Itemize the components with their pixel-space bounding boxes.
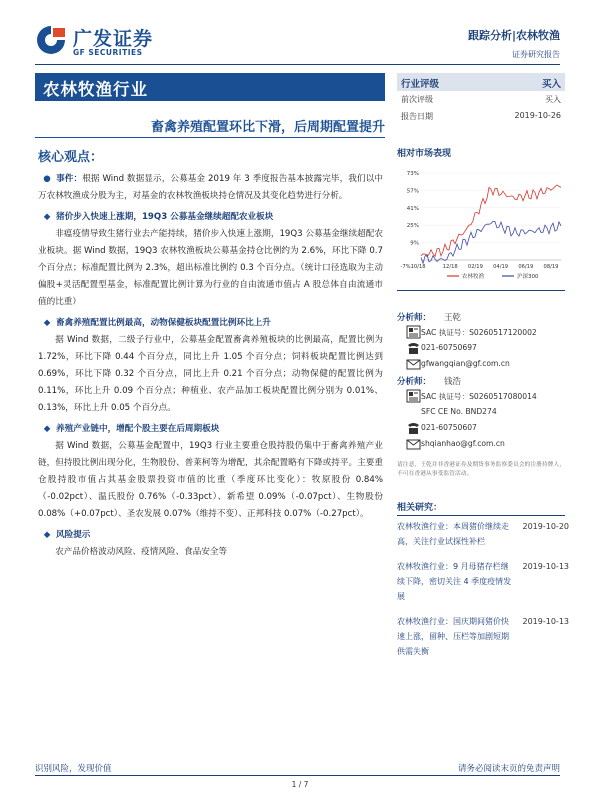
triangle-bullet-icon: ◆ bbox=[43, 530, 51, 540]
analyst-label: 分析师： bbox=[397, 313, 432, 323]
related-research-title: 相关研究： bbox=[397, 500, 565, 516]
triangle-bullet-icon: ◆ bbox=[43, 424, 51, 434]
event-text: 根据 Wind 数据显示，公募基金 2019 年 3 季度报告基本披露完毕，我们以中万农林牧渔成分股为主，对基金的农林牧渔板块持仓情况及其变化趋势进行分析。 bbox=[38, 174, 383, 201]
date-value: 2019-10-26 bbox=[514, 111, 561, 120]
series-line bbox=[421, 221, 561, 263]
paragraph-text: 非瘟疫情导致生猪行业去产能持续，猪价步入快速上涨期，19Q3 公募基金继续超配农业板块。据 Wind 数据，19Q3 农林牧渔板块公募基金持仓比例约为 2.6%，环比下降 0.7 个百分点；标准配置比例为 2.3%，超出标准比例约 0.3 个百分点。（统计口径选取为主动偏股+灵活配置型基金，标准配置比例计算为行业的自由流通市值占 A 股总体自由流通市值的比重） bbox=[38, 229, 383, 307]
triangle-bullet-icon: ◆ bbox=[43, 318, 51, 328]
company-logo bbox=[35, 22, 160, 62]
section-heading-text: 风险提示 bbox=[56, 530, 91, 540]
y-tick-label: 73% bbox=[406, 171, 419, 177]
analyst-email[interactable]: shqianhao@gf.com.cn bbox=[421, 439, 505, 448]
related-item[interactable] bbox=[397, 519, 569, 549]
rating-date-row bbox=[397, 108, 565, 125]
related-item-title[interactable]: 农林牧渔行业：本周猪价继续走高，关注行业试探性补栏 bbox=[397, 522, 509, 546]
bullet-icon: ● bbox=[43, 174, 51, 184]
report-header bbox=[468, 27, 560, 60]
analyst-section bbox=[397, 309, 572, 453]
rating-header bbox=[397, 73, 565, 91]
section-heading bbox=[38, 209, 383, 226]
rating-label: 行业评级 bbox=[401, 79, 440, 90]
section-heading-text: 猪价步入快速上涨期，19Q3 公募基金继续超配农业板块 bbox=[56, 212, 274, 222]
x-tick-label: 06/19 bbox=[518, 264, 534, 270]
email-icon bbox=[406, 357, 421, 371]
section-heading-text: 养殖产业链中，增配个股主要在后周期板块 bbox=[56, 424, 220, 434]
report-subtitle: 证券研究报告 bbox=[512, 50, 560, 59]
chart-title: 相对市场表现 bbox=[397, 149, 452, 159]
x-tick-label: 12/18 bbox=[442, 264, 458, 270]
related-item-date: 2019-10-13 bbox=[522, 617, 569, 626]
rating-value: 买入 bbox=[541, 79, 561, 90]
y-tick-label: 25% bbox=[406, 223, 419, 230]
footer-slogan: 识别风险，发现价值 bbox=[35, 764, 112, 774]
disclaimer-note: 请注意，王乾并非香港证券及期货事务监察委员会的注册持牌人，不可在香港从事受监管活动。 bbox=[397, 462, 566, 477]
paragraph-text: 据 Wind 数据，公募基金配置中，19Q3 行业主要重仓股持股仍集中于畜禽养殖产业链，但持股比例出现分化，生物股份、普莱柯等为增配，其余配置略有下降或持平。主要重仓股持股市值占其基金股票投资市值的比重（季度环比变化）：牧原股份 0.84%（-0.02pct）、温氏股份 0.76%（-0.33pct）、新希望 0.09%（-0.07pct）、生物股份 0.08%（+0.07pct）、圣农发展 0.07%（维持不变）、正邦科技 0.07%（-0.27pct）。 bbox=[38, 441, 383, 519]
section-heading bbox=[38, 315, 383, 332]
logo-en-text: GF SECURITIES bbox=[73, 48, 143, 57]
analyst-name: 王乾 bbox=[444, 313, 462, 323]
core-points-title: 核心观点： bbox=[38, 150, 104, 165]
x-tick-label: 04/19 bbox=[493, 264, 509, 270]
related-item-date: 2019-10-13 bbox=[522, 562, 569, 571]
related-item-date: 2019-10-20 bbox=[522, 522, 569, 531]
related-research-list bbox=[397, 519, 569, 669]
sector-banner bbox=[35, 73, 385, 101]
x-tick-label: -7%10/18 bbox=[400, 264, 426, 270]
page-number: 1 / 7 bbox=[291, 780, 309, 789]
analyst-label: 分析师： bbox=[397, 377, 432, 387]
report-type: 跟踪分析|农林牧渔 bbox=[467, 29, 560, 42]
phone-icon bbox=[406, 421, 421, 435]
section-heading bbox=[38, 527, 383, 544]
paragraph-text: 农产品价格波动风险、疫情风险、食品安全等 bbox=[55, 547, 228, 557]
chart-divider bbox=[397, 290, 565, 291]
paragraph-text: 据 Wind 数据，二级子行业中，公募基金配置畜禽养殖板块的比例最高，配置比例为 1.72%，环比下降 0.44 个百分点，同比上升 1.05 个百分点；饲料板块配置比例达到 0.69%，环比下降 0.32 个百分点，同比上升 0.21 个百分点；动物保健的配置比例为 0.11%，环比上升 0.09 个百分点；种植业、农产品加工板块配置比例分别为 0.01%、0.13%，环比上升 0.05 个百分点。 bbox=[38, 335, 383, 413]
analyst-phone: 021-60750697 bbox=[421, 343, 477, 352]
email-icon bbox=[406, 437, 421, 451]
triangle-bullet-icon: ◆ bbox=[43, 212, 51, 222]
related-item[interactable] bbox=[397, 559, 569, 604]
footer-disclaimer: 请务必阅读末页的免责声明 bbox=[457, 764, 560, 774]
analyst-cert: SAC 执证号：S0260517080014 bbox=[421, 392, 537, 401]
rating-box bbox=[397, 73, 565, 125]
report-headline: 畜禽养殖配置环比下滑，后周期配置提升 bbox=[150, 120, 385, 135]
x-tick-label: 02/19 bbox=[467, 264, 483, 270]
y-tick-label: 41% bbox=[406, 205, 419, 212]
related-item[interactable] bbox=[397, 614, 569, 659]
prev-rating-label: 前次评级 bbox=[401, 95, 433, 104]
chart-svg bbox=[397, 165, 567, 285]
logo-cn-text: 广发证券 bbox=[73, 28, 154, 50]
analyst-cert: SAC 执证号：S0260517120002 bbox=[421, 328, 537, 337]
analyst-name: 钱浩 bbox=[444, 377, 462, 387]
legend-label: 农林牧渔 bbox=[462, 274, 485, 280]
legend-label: 沪深300 bbox=[517, 274, 539, 280]
phone-icon bbox=[406, 341, 421, 355]
related-item-title[interactable]: 农林牧渔行业：国庆期间猪价快速上涨，留种、压栏等加剧短期供需失衡 bbox=[397, 617, 509, 656]
date-label: 报告日期 bbox=[401, 112, 433, 121]
sector-title: 农林牧渔行业 bbox=[43, 80, 148, 99]
analyst-phone: 021-60750607 bbox=[421, 423, 477, 432]
prev-rating-value: 买入 bbox=[545, 95, 561, 104]
y-tick-label: 9% bbox=[410, 240, 419, 247]
x-tick-label: 08/19 bbox=[543, 264, 559, 270]
footer-divider bbox=[35, 775, 560, 776]
section-heading bbox=[38, 421, 383, 438]
certificate-icon bbox=[406, 325, 421, 339]
event-lead: 事件： bbox=[56, 174, 83, 184]
rating-prev-row bbox=[397, 91, 565, 108]
section-heading-text: 畜禽养殖配置比例最高，动物保健板块配置比例环比上升 bbox=[56, 318, 271, 328]
paragraph-event bbox=[38, 171, 383, 205]
certificate-icon bbox=[406, 389, 421, 403]
series-line bbox=[421, 185, 561, 257]
related-item-title[interactable]: 农林牧渔行业：9 月母猪存栏继续下降，密切关注 4 季度疫情发展 bbox=[397, 562, 512, 601]
analyst-email[interactable]: gfwangqian@gf.com.cn bbox=[421, 359, 510, 368]
core-points-body bbox=[38, 171, 383, 565]
headline-divider bbox=[35, 137, 385, 138]
top-divider bbox=[35, 64, 560, 65]
analyst-cert-sfc: SFC CE No. BND274 bbox=[421, 407, 497, 416]
y-tick-label: 57% bbox=[406, 188, 419, 195]
relative-performance-chart bbox=[397, 165, 567, 285]
gf-logo-icon bbox=[35, 24, 67, 56]
